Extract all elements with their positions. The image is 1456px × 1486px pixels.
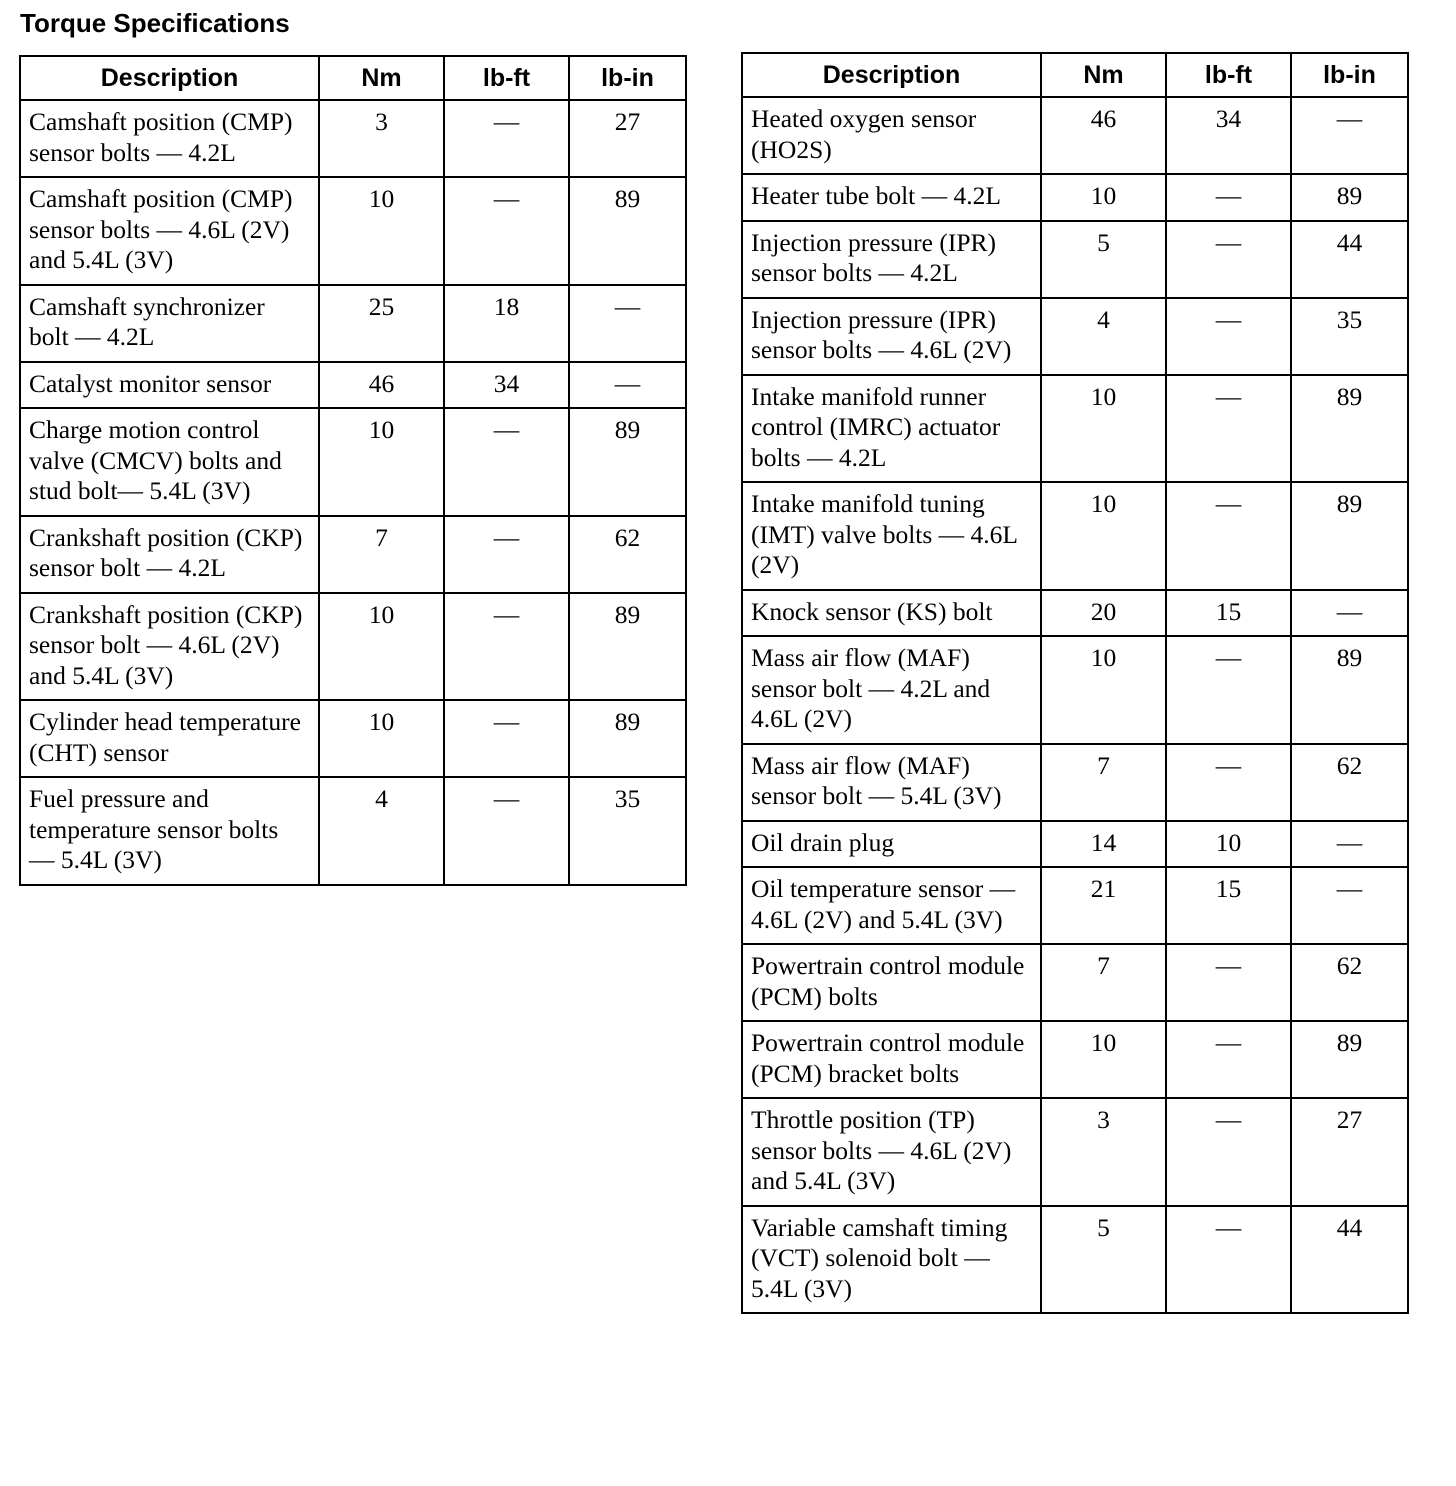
cell-lb-ft: —	[1166, 1206, 1291, 1314]
cell-lb-ft: —	[1166, 944, 1291, 1021]
cell-nm: 10	[319, 593, 444, 701]
table-row	[742, 174, 1408, 221]
cell-description: Throttle position (TP) sensor bolts — 4.6L (2V) and 5.4L (3V)	[742, 1098, 1041, 1206]
header-lb-ft: lb-ft	[1166, 53, 1291, 97]
cell-lb-in: 89	[569, 700, 686, 777]
cell-description: Knock sensor (KS) bolt	[742, 590, 1041, 637]
cell-lb-in: —	[1291, 867, 1408, 944]
cell-lb-ft: —	[444, 516, 569, 593]
header-description: Description	[742, 53, 1041, 97]
cell-description: Catalyst monitor sensor	[20, 362, 319, 409]
table-header	[20, 56, 686, 100]
cell-nm: 4	[1041, 298, 1166, 375]
header-description: Description	[20, 56, 319, 100]
cell-description: Heater tube bolt — 4.2L	[742, 174, 1041, 221]
cell-lb-in: 89	[569, 408, 686, 516]
cell-lb-in: —	[1291, 97, 1408, 174]
cell-lb-in: 62	[1291, 744, 1408, 821]
table-row	[742, 821, 1408, 868]
table-row	[742, 944, 1408, 1021]
cell-nm: 10	[1041, 636, 1166, 744]
cell-description: Powertrain control module (PCM) bracket bolts	[742, 1021, 1041, 1098]
cell-nm: 10	[1041, 174, 1166, 221]
header-nm: Nm	[1041, 53, 1166, 97]
cell-lb-in: 27	[569, 100, 686, 177]
cell-lb-in: 27	[1291, 1098, 1408, 1206]
header-nm: Nm	[319, 56, 444, 100]
cell-lb-ft: —	[1166, 375, 1291, 483]
cell-lb-in: 44	[1291, 221, 1408, 298]
cell-lb-ft: 15	[1166, 590, 1291, 637]
cell-nm: 5	[1041, 221, 1166, 298]
cell-lb-ft: —	[1166, 1098, 1291, 1206]
cell-description: Oil temperature sensor — 4.6L (2V) and 5.4L (3V)	[742, 867, 1041, 944]
cell-description: Crankshaft position (CKP) sensor bolt — 4.6L (2V) and 5.4L (3V)	[20, 593, 319, 701]
cell-nm: 14	[1041, 821, 1166, 868]
cell-description: Camshaft synchronizer bolt — 4.2L	[20, 285, 319, 362]
cell-lb-in: 89	[1291, 1021, 1408, 1098]
cell-lb-in: 89	[1291, 375, 1408, 483]
cell-lb-ft: —	[1166, 298, 1291, 375]
table-row	[742, 482, 1408, 590]
table-row	[20, 285, 686, 362]
table-row	[742, 1098, 1408, 1206]
cell-description: Mass air flow (MAF) sensor bolt — 5.4L (3V)	[742, 744, 1041, 821]
cell-nm: 10	[319, 177, 444, 285]
cell-nm: 10	[1041, 482, 1166, 590]
table-row	[742, 1021, 1408, 1098]
cell-lb-ft: —	[444, 177, 569, 285]
table-row	[742, 590, 1408, 637]
cell-lb-in: —	[569, 285, 686, 362]
cell-lb-ft: 15	[1166, 867, 1291, 944]
table-row	[742, 636, 1408, 744]
cell-nm: 21	[1041, 867, 1166, 944]
table-row	[742, 744, 1408, 821]
cell-description: Charge motion control valve (CMCV) bolts and stud bolt— 5.4L (3V)	[20, 408, 319, 516]
table-row	[20, 100, 686, 177]
cell-lb-in: 35	[1291, 298, 1408, 375]
cell-description: Heated oxygen sensor (HO2S)	[742, 97, 1041, 174]
cell-nm: 20	[1041, 590, 1166, 637]
cell-lb-in: —	[1291, 590, 1408, 637]
cell-description: Injection pressure (IPR) sensor bolts — 4.2L	[742, 221, 1041, 298]
cell-lb-ft: 34	[444, 362, 569, 409]
cell-nm: 7	[1041, 744, 1166, 821]
table-row	[20, 177, 686, 285]
cell-lb-in: 89	[569, 593, 686, 701]
cell-lb-in: 89	[1291, 174, 1408, 221]
cell-lb-in: 35	[569, 777, 686, 885]
cell-description: Intake manifold runner control (IMRC) actuator bolts — 4.2L	[742, 375, 1041, 483]
cell-lb-in: 62	[1291, 944, 1408, 1021]
cell-description: Mass air flow (MAF) sensor bolt — 4.2L and 4.6L (2V)	[742, 636, 1041, 744]
cell-lb-ft: —	[444, 777, 569, 885]
cell-lb-in: —	[569, 362, 686, 409]
cell-description: Camshaft position (CMP) sensor bolts — 4.2L	[20, 100, 319, 177]
cell-lb-ft: 10	[1166, 821, 1291, 868]
page-title: Torque Specifications	[20, 8, 290, 38]
header-lb-in: lb-in	[1291, 53, 1408, 97]
table-row	[20, 777, 686, 885]
torque-table-left	[19, 55, 687, 886]
cell-nm: 46	[1041, 97, 1166, 174]
cell-nm: 5	[1041, 1206, 1166, 1314]
header-lb-ft: lb-ft	[444, 56, 569, 100]
cell-lb-ft: —	[1166, 744, 1291, 821]
cell-nm: 10	[319, 700, 444, 777]
cell-lb-in: 89	[1291, 482, 1408, 590]
cell-nm: 10	[1041, 375, 1166, 483]
cell-lb-ft: 34	[1166, 97, 1291, 174]
cell-description: Injection pressure (IPR) sensor bolts — 4.6L (2V)	[742, 298, 1041, 375]
cell-lb-ft: —	[444, 408, 569, 516]
cell-nm: 3	[1041, 1098, 1166, 1206]
table-row	[742, 298, 1408, 375]
cell-lb-in: 62	[569, 516, 686, 593]
cell-description: Variable camshaft timing (VCT) solenoid bolt — 5.4L (3V)	[742, 1206, 1041, 1314]
cell-lb-in: 44	[1291, 1206, 1408, 1314]
cell-description: Fuel pressure and temperature sensor bolts — 5.4L (3V)	[20, 777, 319, 885]
cell-description: Camshaft position (CMP) sensor bolts — 4.6L (2V) and 5.4L (3V)	[20, 177, 319, 285]
cell-description: Intake manifold tuning (IMT) valve bolts — 4.6L (2V)	[742, 482, 1041, 590]
cell-description: Crankshaft position (CKP) sensor bolt — 4.2L	[20, 516, 319, 593]
cell-lb-ft: —	[1166, 482, 1291, 590]
cell-nm: 7	[1041, 944, 1166, 1021]
table-header	[742, 53, 1408, 97]
table-row	[742, 1206, 1408, 1314]
table-row	[742, 221, 1408, 298]
header-lb-in: lb-in	[569, 56, 686, 100]
cell-description: Cylinder head temperature (CHT) sensor	[20, 700, 319, 777]
table-row	[20, 362, 686, 409]
cell-nm: 10	[1041, 1021, 1166, 1098]
cell-nm: 46	[319, 362, 444, 409]
cell-lb-ft: —	[444, 700, 569, 777]
cell-lb-ft: —	[444, 100, 569, 177]
table-row	[20, 593, 686, 701]
cell-nm: 4	[319, 777, 444, 885]
cell-lb-ft: 18	[444, 285, 569, 362]
cell-nm: 25	[319, 285, 444, 362]
cell-lb-ft: —	[1166, 1021, 1291, 1098]
table-row	[20, 700, 686, 777]
cell-nm: 7	[319, 516, 444, 593]
table-row	[20, 516, 686, 593]
cell-description: Oil drain plug	[742, 821, 1041, 868]
cell-lb-in: —	[1291, 821, 1408, 868]
cell-lb-in: 89	[1291, 636, 1408, 744]
cell-lb-ft: —	[1166, 636, 1291, 744]
cell-nm: 3	[319, 100, 444, 177]
torque-table-right	[741, 52, 1409, 1314]
cell-nm: 10	[319, 408, 444, 516]
table-row	[742, 867, 1408, 944]
table-row	[742, 97, 1408, 174]
cell-lb-ft: —	[1166, 174, 1291, 221]
table-row	[20, 408, 686, 516]
cell-lb-in: 89	[569, 177, 686, 285]
cell-lb-ft: —	[1166, 221, 1291, 298]
cell-description: Powertrain control module (PCM) bolts	[742, 944, 1041, 1021]
cell-lb-ft: —	[444, 593, 569, 701]
table-row	[742, 375, 1408, 483]
